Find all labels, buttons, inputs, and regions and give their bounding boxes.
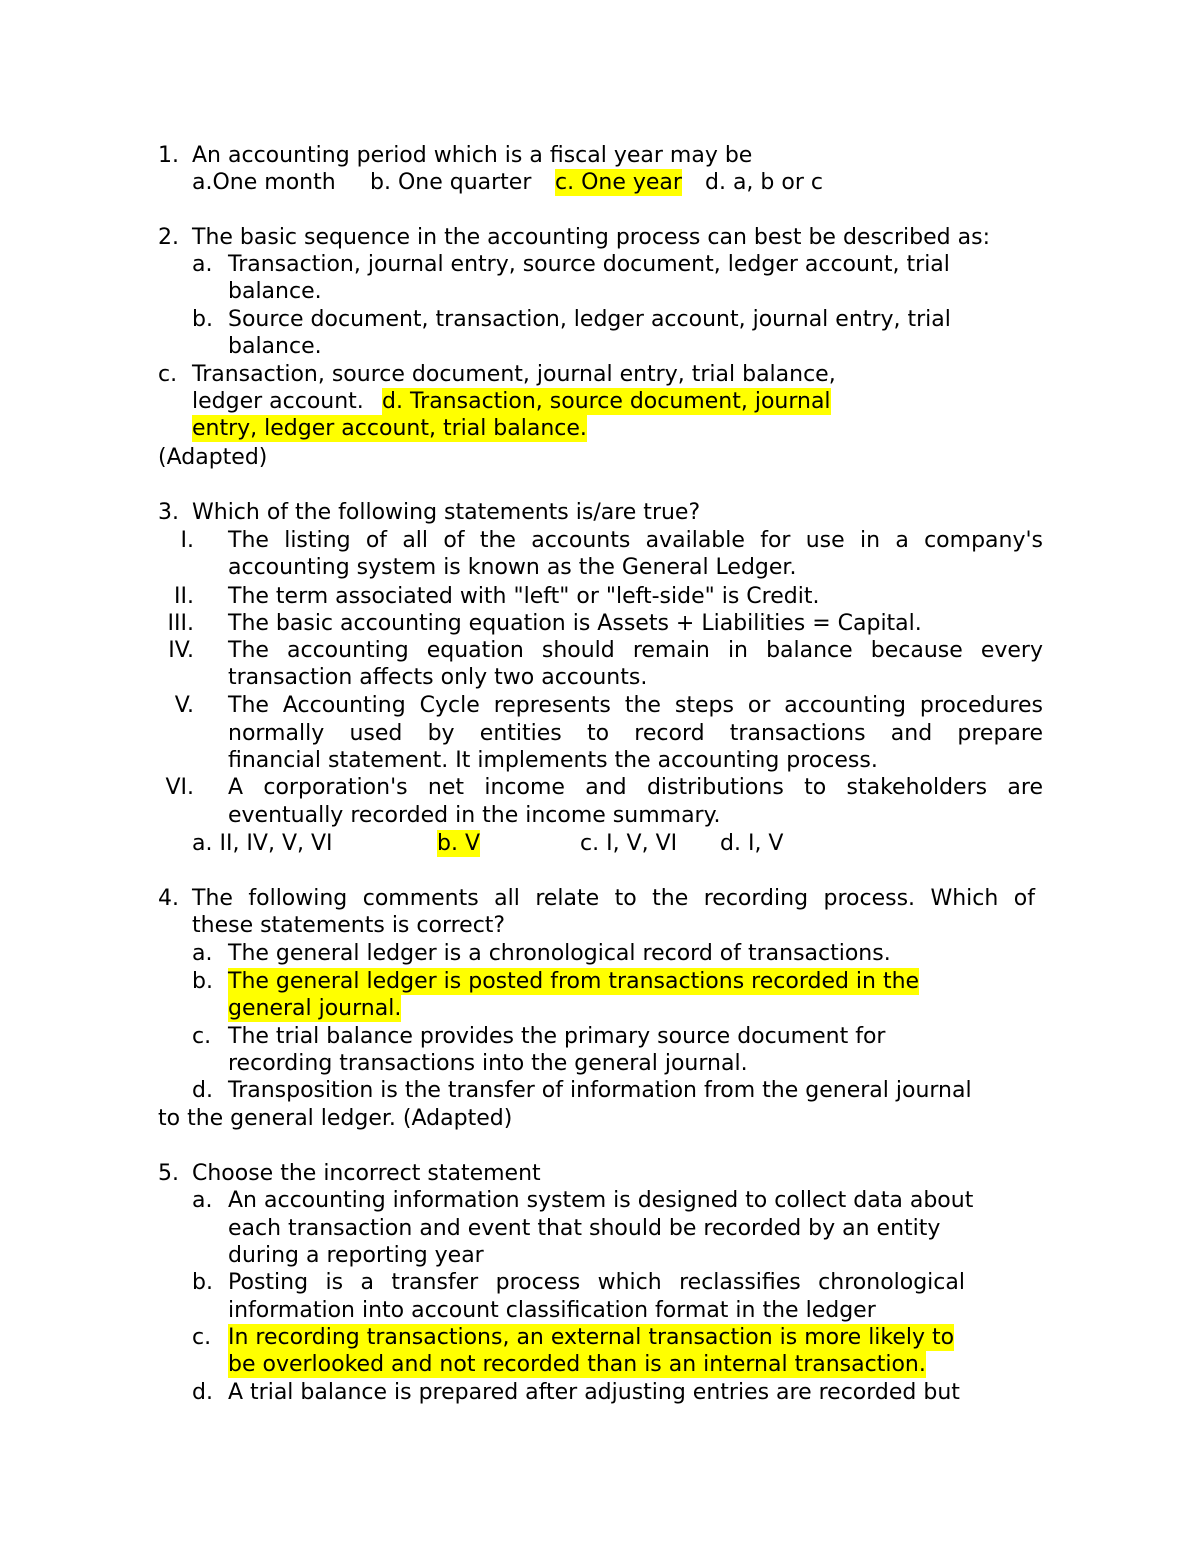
q4-b-label: b. — [192, 969, 213, 994]
q1-num: 1. — [158, 143, 179, 168]
q3-option-d: d. I, V — [720, 831, 784, 856]
q2-num: 2. — [158, 225, 179, 250]
q3-option-c: c. I, V, VI — [580, 831, 678, 856]
q3-roman-4: IV. — [168, 638, 194, 663]
q5-option-c-answer-line2: be overlooked and not recorded than is an internal transaction. — [228, 1352, 926, 1377]
q2-option-a-line2: balance. — [228, 279, 322, 304]
q2-option-d-answer-line1: d. Transaction, source document, journal — [382, 389, 831, 414]
q5-option-b-line1: Posting is a transfer process which reclassifies chronological — [228, 1270, 965, 1295]
q4-option-c-line1: The trial balance provides the primary source document for — [228, 1024, 886, 1049]
q5-a-label: a. — [192, 1188, 213, 1213]
q3-item-6-line1: A corporation's net income and distributions to stakeholders are — [228, 775, 1043, 800]
q4-option-b-answer-line2: general journal. — [228, 996, 402, 1021]
q2-a-label: a. — [192, 252, 213, 277]
q3-item-1-line2: accounting system is known as the General Ledger. — [228, 555, 797, 580]
q2-b-label: b. — [192, 307, 213, 332]
q4-stem-line1: The following comments all relate to the recording process. Which of — [192, 886, 1035, 911]
q4-d-label: d. — [192, 1078, 213, 1103]
q3-item-5-line3: financial statement. It implements the accounting process. — [228, 748, 878, 773]
q5-option-c-answer-line1: In recording transactions, an external transaction is more likely to — [228, 1325, 955, 1350]
q4-stem-line2: these statements is correct? — [192, 913, 506, 938]
q2-option-b-line1: Source document, transaction, ledger account, journal entry, trial — [228, 307, 951, 332]
q2-note: (Adapted) — [158, 445, 268, 470]
q2-option-c-line1: Transaction, source document, journal entry, trial balance, — [192, 362, 836, 387]
q5-option-d-line1: A trial balance is prepared after adjusting entries are recorded but — [228, 1380, 960, 1405]
q1-option-d: d. a, b or c — [705, 170, 823, 195]
q2-option-d-answer-line2: entry, ledger account, trial balance. — [192, 416, 587, 441]
q3-item-5-line1: The Accounting Cycle represents the steps or accounting procedures — [228, 693, 1043, 718]
q3-num: 3. — [158, 500, 179, 525]
q3-item-2-line1: The term associated with "left" or "left-side" is Credit. — [228, 584, 820, 609]
q5-option-b-line2: information into account classification format in the ledger — [228, 1298, 876, 1323]
q2-c-label: c. — [158, 362, 178, 387]
q3-item-4-line2: transaction affects only two accounts. — [228, 665, 648, 690]
q3-item-4-line1: The accounting equation should remain in balance because every — [228, 638, 1043, 663]
q1-option-c-answer: c. One year — [555, 170, 682, 195]
q2-stem: The basic sequence in the accounting process can best be described as: — [192, 225, 990, 250]
q4-option-c-line2: recording transactions into the general journal. — [228, 1051, 748, 1076]
q5-num: 5. — [158, 1161, 179, 1186]
q4-a-label: a. — [192, 941, 213, 966]
q5-option-a-line2: each transaction and event that should be recorded by an entity — [228, 1216, 941, 1241]
q3-item-1-line1: The listing of all of the accounts available for use in a company's — [228, 528, 1043, 553]
q3-roman-3: III. — [167, 611, 194, 636]
q5-d-label: d. — [192, 1380, 213, 1405]
q3-roman-2: II. — [174, 584, 194, 609]
q5-c-label: c. — [192, 1325, 212, 1350]
q2-option-b-line2: balance. — [228, 334, 322, 359]
q2-option-a-line1: Transaction, journal entry, source document, ledger account, trial — [228, 252, 950, 277]
q5-option-a-line3: during a reporting year — [228, 1243, 484, 1268]
q3-item-3-line1: The basic accounting equation is Assets + Liabilities = Capital. — [228, 611, 922, 636]
q1-option-b: b. One quarter — [370, 170, 532, 195]
q1-option-a: a.One month — [192, 170, 336, 195]
q3-roman-1: I. — [180, 528, 194, 553]
q4-option-b-answer-line1: The general ledger is posted from transactions recorded in the — [228, 969, 920, 994]
q1-stem: An accounting period which is a fiscal year may be — [192, 143, 753, 168]
q3-option-a: a. II, IV, V, VI — [192, 831, 333, 856]
q4-num: 4. — [158, 886, 179, 911]
q5-stem: Choose the incorrect statement — [192, 1161, 541, 1186]
q3-roman-5: V. — [174, 693, 194, 718]
q4-option-a-line1: The general ledger is a chronological record of transactions. — [228, 941, 891, 966]
q5-option-a-line1: An accounting information system is designed to collect data about — [228, 1188, 974, 1213]
q3-option-b-answer: b. V — [437, 831, 481, 856]
q4-c-label: c. — [192, 1024, 212, 1049]
q3-item-6-line2: eventually recorded in the income summary. — [228, 803, 721, 828]
q3-item-5-line2: normally used by entities to record transactions and prepare — [228, 721, 1043, 746]
q2-option-c-line2: ledger account. — [192, 389, 364, 414]
q4-option-d-line1: Transposition is the transfer of information from the general journal — [228, 1078, 972, 1103]
q3-stem: Which of the following statements is/are true? — [192, 500, 701, 525]
q5-b-label: b. — [192, 1270, 213, 1295]
q3-roman-6: VI. — [165, 775, 194, 800]
q4-option-d-line2: to the general ledger. (Adapted) — [158, 1106, 513, 1131]
